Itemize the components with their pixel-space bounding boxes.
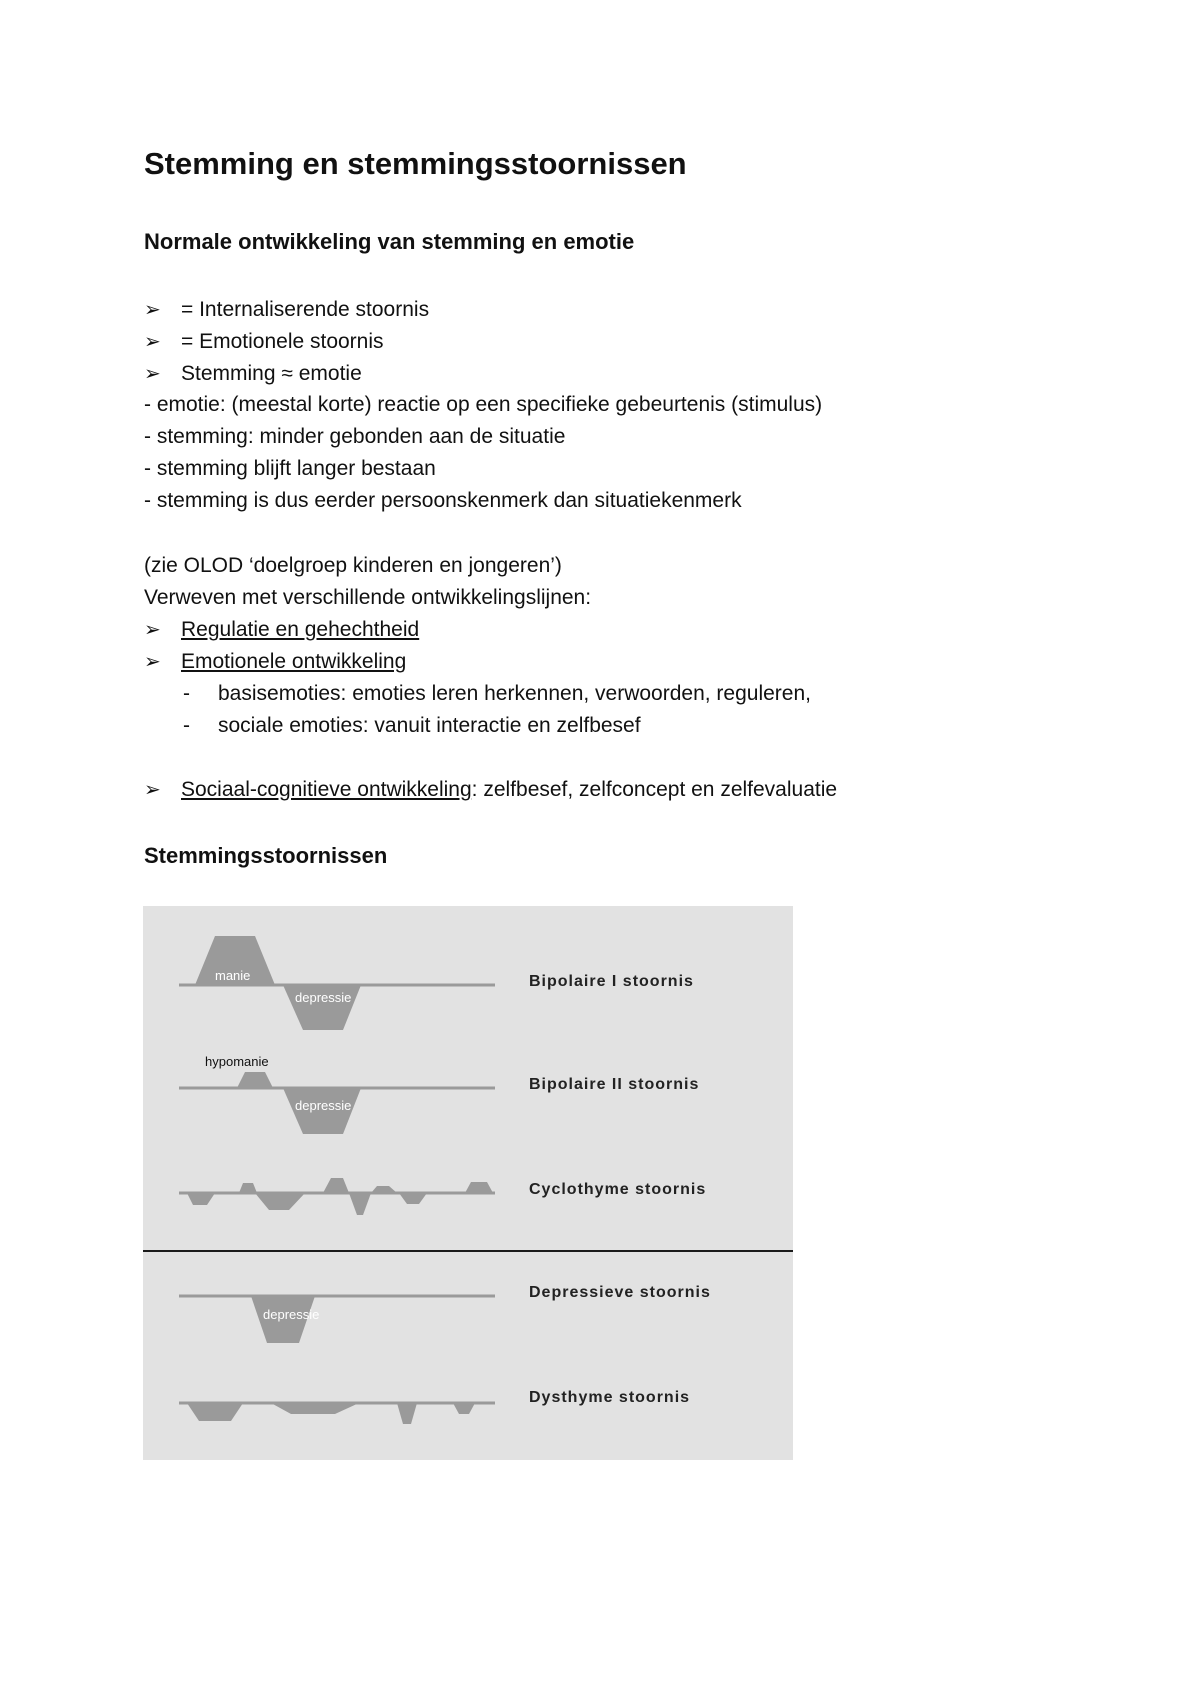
- link-emotionele-ontwikkeling[interactable]: Emotionele ontwikkeling: [181, 650, 407, 673]
- label-bipolaire-1: Bipolaire I stoornis: [529, 973, 694, 990]
- hypomanie-label: hypomanie: [205, 1054, 269, 1069]
- definition-line: - stemming: minder gebonden aan de situatie: [144, 425, 566, 448]
- reference-note: (zie OLOD ‘doelgroep kinderen en jongeren’): [144, 554, 562, 577]
- definition-line: - stemming is dus eerder persoonskenmerk dan situatiekenmerk: [144, 489, 742, 512]
- label-dysthyme: Dysthyme stoornis: [529, 1389, 691, 1406]
- cyclothyme-shape: [187, 1193, 215, 1205]
- arrow-bullet-icon: ➢: [144, 363, 161, 385]
- sub-bullet-item: basisemoties: emoties leren herkennen, verwoorden, reguleren,: [218, 682, 811, 705]
- bullet-item: = Emotionele stoornis: [181, 330, 384, 353]
- cyclothyme-shape: [399, 1193, 427, 1204]
- definition-line: - emotie: (meestal korte) reactie op een specifieke gebeurtenis (stimulus): [144, 393, 823, 416]
- page-title: Stemming en stemmingsstoornissen: [144, 146, 687, 181]
- link-regulatie[interactable]: Regulatie en gehechtheid: [181, 618, 420, 641]
- mood-disorders-figure: [143, 906, 793, 1460]
- arrow-bullet-icon: ➢: [144, 779, 161, 801]
- dash-bullet: -: [183, 682, 190, 705]
- sociaal-cognitief-rest: : zelfbesef, zelfconcept en zelfevaluatie: [471, 778, 838, 801]
- cyclothyme-shape: [371, 1186, 397, 1193]
- arrow-bullet-icon: ➢: [144, 331, 161, 353]
- depressie-label: depressie: [295, 990, 352, 1005]
- intro-line: Verweven met verschillende ontwikkelingslijnen:: [144, 586, 592, 609]
- definition-line: - stemming blijft langer bestaan: [144, 457, 436, 480]
- cyclothyme-shape: [255, 1193, 305, 1210]
- cyclothyme-shape: [349, 1193, 371, 1215]
- arrow-bullet-icon: ➢: [144, 651, 161, 673]
- dysthyme-shape: [271, 1403, 359, 1414]
- label-bipolaire-2: Bipolaire II stoornis: [529, 1076, 700, 1093]
- dysthyme-shape: [453, 1403, 475, 1414]
- arrow-bullet-icon: ➢: [144, 299, 161, 321]
- cyclothyme-shape: [465, 1182, 493, 1193]
- depressie-label: depressie: [295, 1098, 352, 1113]
- label-depressieve: Depressieve stoornis: [529, 1284, 711, 1301]
- dysthyme-shape: [187, 1403, 243, 1421]
- link-sociaal-cognitieve-ontwikkeling[interactable]: Sociaal-cognitieve ontwikkeling: [181, 778, 472, 801]
- cyclothyme-shape: [323, 1178, 349, 1193]
- manie-label: manie: [215, 968, 251, 983]
- dash-bullet: -: [183, 714, 190, 737]
- sub-bullet-item: sociale emoties: vanuit interactie en zelfbesef: [218, 714, 641, 737]
- hypomanie-shape: [237, 1072, 273, 1088]
- dysthyme-shape: [397, 1403, 417, 1424]
- label-cyclothyme: Cyclothyme stoornis: [529, 1181, 707, 1198]
- bullet-item: = Internaliserende stoornis: [181, 298, 430, 321]
- sociaal-cognitief-line: [181, 777, 837, 803]
- bullet-item: Stemming ≈ emotie: [181, 362, 362, 385]
- cyclothyme-shape: [239, 1183, 257, 1193]
- arrow-bullet-icon: ➢: [144, 619, 161, 641]
- depressie-label: depressie: [263, 1307, 320, 1322]
- section-heading-normal-development: Normale ontwikkeling van stemming en emotie: [144, 229, 635, 254]
- section-heading-stemmingsstoornissen: Stemmingsstoornissen: [144, 843, 388, 868]
